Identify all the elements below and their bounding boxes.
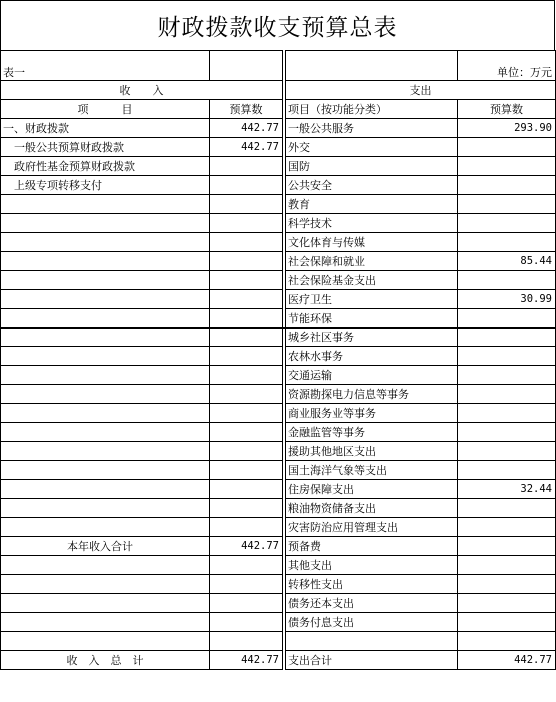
income-item-cell bbox=[1, 556, 210, 575]
expense-amount-cell bbox=[458, 309, 556, 328]
table-row bbox=[1, 632, 556, 651]
income-item-cell bbox=[1, 271, 210, 290]
expense-amount-cell bbox=[458, 537, 556, 556]
income-amount-cell bbox=[210, 290, 283, 309]
income-amount-cell bbox=[210, 252, 283, 271]
expense-item-cell: 住房保障支出 bbox=[286, 480, 458, 499]
table-row bbox=[1, 328, 556, 347]
income-item-cell: 本年收入合计 bbox=[1, 537, 210, 556]
totals-row bbox=[1, 651, 556, 670]
expense-amount-cell bbox=[458, 157, 556, 176]
income-amount-cell bbox=[210, 271, 283, 290]
income-item-cell bbox=[1, 632, 210, 651]
budget-table bbox=[0, 50, 556, 670]
table-row bbox=[1, 499, 556, 518]
income-item-cell bbox=[1, 214, 210, 233]
income-item-cell bbox=[1, 442, 210, 461]
table-row bbox=[1, 214, 556, 233]
sheet-title: 财政拨款收支预算总表 bbox=[157, 15, 398, 41]
table-row bbox=[1, 594, 556, 613]
expense-col-amount: 预算数 bbox=[458, 100, 556, 119]
expense-item-cell bbox=[286, 632, 458, 651]
expense-item-cell: 公共安全 bbox=[286, 176, 458, 195]
income-amount-cell bbox=[210, 480, 283, 499]
income-item-cell bbox=[1, 328, 210, 347]
income-item-cell bbox=[1, 423, 210, 442]
expense-item-cell: 国土海洋气象等支出 bbox=[286, 461, 458, 480]
income-amount-cell bbox=[210, 461, 283, 480]
income-amount-cell: 442.77 bbox=[210, 537, 283, 556]
expense-amount-cell bbox=[458, 575, 556, 594]
table-row bbox=[1, 176, 556, 195]
income-item-cell bbox=[1, 613, 210, 632]
table-row bbox=[1, 119, 556, 138]
income-amount-cell bbox=[210, 556, 283, 575]
income-amount-cell bbox=[210, 233, 283, 252]
expense-amount-cell bbox=[458, 366, 556, 385]
unit-cell bbox=[458, 51, 556, 81]
income-item-cell bbox=[1, 290, 210, 309]
expense-item-cell: 国防 bbox=[286, 157, 458, 176]
expense-item-cell: 文化体育与传媒 bbox=[286, 233, 458, 252]
expense-item-cell: 外交 bbox=[286, 138, 458, 157]
income-item-cell bbox=[1, 309, 210, 328]
income-item-cell bbox=[1, 233, 210, 252]
expense-amount-cell bbox=[458, 632, 556, 651]
income-item-cell bbox=[1, 461, 210, 480]
expense-amount-cell bbox=[458, 594, 556, 613]
income-amount-cell bbox=[210, 366, 283, 385]
table-row bbox=[1, 537, 556, 556]
expense-item-cell: 城乡社区事务 bbox=[286, 328, 458, 347]
expense-item-cell: 医疗卫生 bbox=[286, 290, 458, 309]
income-item-cell: 一般公共预算财政拨款 bbox=[1, 138, 210, 157]
expense-amount-cell bbox=[458, 404, 556, 423]
expense-amount-cell: 85.44 bbox=[458, 252, 556, 271]
total-expense-label: 支出合计 bbox=[286, 651, 458, 670]
income-amount-cell bbox=[210, 518, 283, 537]
income-amount-cell: 442.77 bbox=[210, 119, 283, 138]
expense-col-item: 项目（按功能分类） bbox=[286, 100, 458, 119]
expense-amount-cell bbox=[458, 499, 556, 518]
table-row bbox=[1, 157, 556, 176]
income-item-cell: 政府性基金预算财政拨款 bbox=[1, 157, 210, 176]
income-item-cell bbox=[1, 366, 210, 385]
table-id: 表一 bbox=[3, 66, 25, 79]
expense-amount-cell bbox=[458, 423, 556, 442]
income-item-cell bbox=[1, 480, 210, 499]
expense-item-cell: 债务付息支出 bbox=[286, 613, 458, 632]
table-row bbox=[1, 271, 556, 290]
expense-item-cell: 交通运输 bbox=[286, 366, 458, 385]
income-amount-cell bbox=[210, 613, 283, 632]
expense-item-cell: 转移性支出 bbox=[286, 575, 458, 594]
unit-label: 单位：万元 bbox=[497, 66, 552, 79]
table-row bbox=[1, 385, 556, 404]
income-amount-cell: 442.77 bbox=[210, 138, 283, 157]
table-id-cell bbox=[1, 51, 210, 81]
expense-item-cell: 社会保险基金支出 bbox=[286, 271, 458, 290]
table-row bbox=[1, 442, 556, 461]
expense-item-cell: 教育 bbox=[286, 195, 458, 214]
sheet-title-row bbox=[0, 0, 555, 50]
section-header-row bbox=[1, 81, 556, 100]
income-amount-cell bbox=[210, 214, 283, 233]
income-amount-cell bbox=[210, 423, 283, 442]
expense-header: 支出 bbox=[286, 81, 556, 100]
income-amount-cell bbox=[210, 442, 283, 461]
income-item-cell bbox=[1, 195, 210, 214]
expense-amount-cell bbox=[458, 385, 556, 404]
income-item-cell: 上级专项转移支付 bbox=[1, 176, 210, 195]
income-amount-cell bbox=[210, 404, 283, 423]
income-amount-cell bbox=[210, 575, 283, 594]
expense-amount-cell: 30.99 bbox=[458, 290, 556, 309]
expense-amount-cell: 293.90 bbox=[458, 119, 556, 138]
table-row bbox=[1, 252, 556, 271]
expense-item-cell: 社会保障和就业 bbox=[286, 252, 458, 271]
expense-amount-cell bbox=[458, 271, 556, 290]
income-amount-cell bbox=[210, 347, 283, 366]
income-item-cell bbox=[1, 518, 210, 537]
expense-amount-cell bbox=[458, 328, 556, 347]
expense-item-cell: 金融监管等事务 bbox=[286, 423, 458, 442]
table-row bbox=[1, 423, 556, 442]
expense-amount-cell bbox=[458, 138, 556, 157]
expense-amount-cell bbox=[458, 233, 556, 252]
income-item-cell bbox=[1, 404, 210, 423]
table-row bbox=[1, 461, 556, 480]
expense-item-cell: 预备费 bbox=[286, 537, 458, 556]
table-row bbox=[1, 404, 556, 423]
expense-amount-cell: 32.44 bbox=[458, 480, 556, 499]
table-row bbox=[1, 195, 556, 214]
expense-item-cell: 其他支出 bbox=[286, 556, 458, 575]
expense-item-cell: 农林水事务 bbox=[286, 347, 458, 366]
table-row bbox=[1, 309, 556, 328]
total-expense-value: 442.77 bbox=[458, 651, 556, 670]
income-amount-cell bbox=[210, 385, 283, 404]
table-row bbox=[1, 290, 556, 309]
income-header: 收 入 bbox=[1, 81, 283, 100]
income-item-cell bbox=[1, 385, 210, 404]
table-row bbox=[1, 613, 556, 632]
income-item-cell bbox=[1, 499, 210, 518]
income-amount-cell bbox=[210, 176, 283, 195]
table-meta-row bbox=[1, 51, 556, 81]
expense-item-cell: 援助其他地区支出 bbox=[286, 442, 458, 461]
expense-amount-cell bbox=[458, 214, 556, 233]
income-item-cell: 一、财政拨款 bbox=[1, 119, 210, 138]
total-income-label: 收 入 总 计 bbox=[1, 651, 210, 670]
table-row bbox=[1, 347, 556, 366]
income-amount-cell bbox=[210, 328, 283, 347]
income-col-item: 项 目 bbox=[1, 100, 210, 119]
expense-item-cell: 粮油物资储备支出 bbox=[286, 499, 458, 518]
table-row bbox=[1, 480, 556, 499]
expense-item-cell: 科学技术 bbox=[286, 214, 458, 233]
expense-item-cell: 债务还本支出 bbox=[286, 594, 458, 613]
expense-amount-cell bbox=[458, 461, 556, 480]
income-amount-cell bbox=[210, 309, 283, 328]
expense-item-cell: 一般公共服务 bbox=[286, 119, 458, 138]
table-row bbox=[1, 366, 556, 385]
income-amount-cell bbox=[210, 195, 283, 214]
income-item-cell bbox=[1, 594, 210, 613]
table-row bbox=[1, 575, 556, 594]
income-item-cell bbox=[1, 575, 210, 594]
income-col-amount: 预算数 bbox=[210, 100, 283, 119]
column-header-row bbox=[1, 100, 556, 119]
expense-amount-cell bbox=[458, 613, 556, 632]
income-amount-cell bbox=[210, 157, 283, 176]
income-amount-cell bbox=[210, 594, 283, 613]
expense-item-cell: 资源勘探电力信息等事务 bbox=[286, 385, 458, 404]
expense-amount-cell bbox=[458, 347, 556, 366]
expense-amount-cell bbox=[458, 176, 556, 195]
income-item-cell bbox=[1, 347, 210, 366]
table-row bbox=[1, 138, 556, 157]
expense-item-cell: 灾害防治应用管理支出 bbox=[286, 518, 458, 537]
table-row bbox=[1, 556, 556, 575]
expense-item-cell: 商业服务业等事务 bbox=[286, 404, 458, 423]
income-amount-cell bbox=[210, 499, 283, 518]
table-row bbox=[1, 518, 556, 537]
expense-item-cell: 节能环保 bbox=[286, 309, 458, 328]
expense-amount-cell bbox=[458, 442, 556, 461]
expense-amount-cell bbox=[458, 556, 556, 575]
expense-amount-cell bbox=[458, 195, 556, 214]
table-row bbox=[1, 233, 556, 252]
total-income-value: 442.77 bbox=[210, 651, 283, 670]
income-amount-cell bbox=[210, 632, 283, 651]
expense-amount-cell bbox=[458, 518, 556, 537]
income-item-cell bbox=[1, 252, 210, 271]
